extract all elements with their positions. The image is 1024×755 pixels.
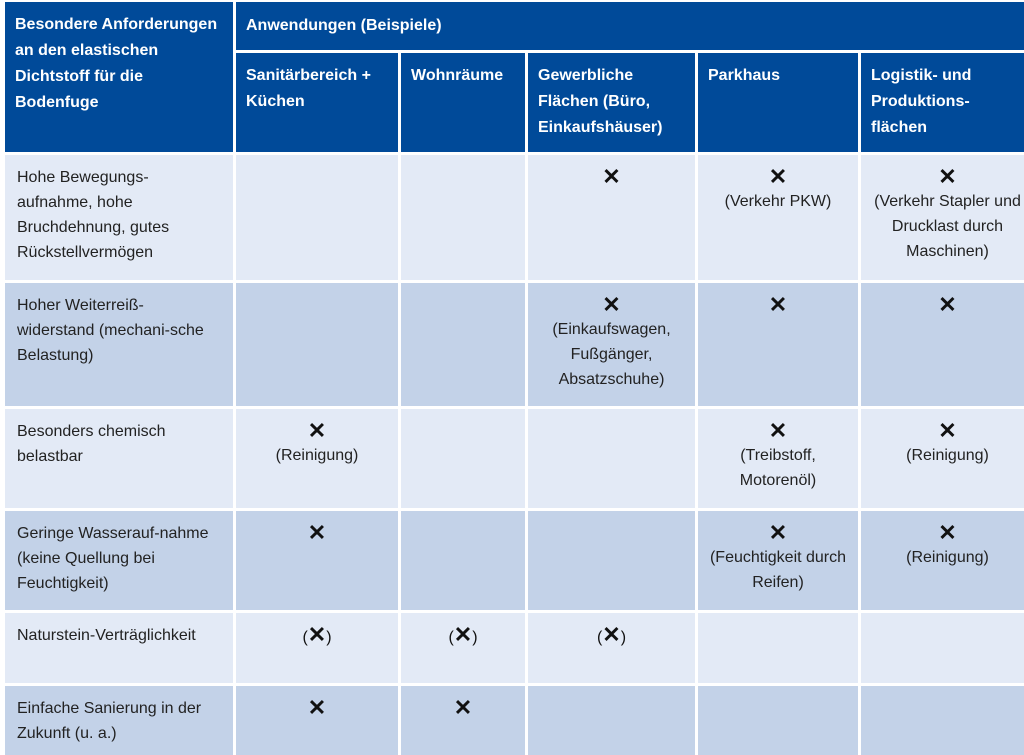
table-cell (236, 511, 398, 610)
cross-icon: ✕ (602, 164, 621, 189)
row-label: Naturstein-Verträglichkeit (5, 613, 233, 683)
table-cell (528, 686, 695, 755)
table-cell (236, 686, 398, 755)
header-col-sanitary: Sanitärbereich + Küchen (236, 53, 398, 152)
cross-icon: ✕ (938, 164, 957, 189)
header-col-parking: Parkhaus (698, 53, 858, 152)
table-cell: ✕ (Verkehr PKW) (698, 155, 858, 280)
row-label: Besonders chemisch belastbar (5, 409, 233, 508)
cross-icon: ✕ (307, 520, 327, 545)
header-col-logistics: Logistik- und Produktions-flächen (861, 53, 1024, 152)
header-requirements-label: Besondere Anforderungen an den elastischen Dichtstoff für die Bodenfuge (15, 16, 218, 111)
table-cell (861, 283, 1024, 406)
table-cell: ✕ (Verkehr Stapler und Drucklast durch Maschinen) (861, 155, 1024, 280)
cross-icon: ✕ (307, 418, 327, 443)
table-cell: ✕ (Einkaufswagen, Fußgänger, Absatzschuhe) (528, 283, 695, 406)
table-cell: ✕ (Reinigung) (861, 511, 1024, 610)
table-cell: ✕ (Reinigung) (861, 409, 1024, 508)
header-applications-label: Anwendungen (Beispiele) (246, 17, 442, 34)
table-cell (401, 409, 525, 508)
cross-optional-icon: (✕) (448, 622, 478, 647)
table-cell (401, 686, 525, 755)
cross-icon: ✕ (768, 520, 788, 545)
header-col-living: Wohnräume (401, 53, 525, 152)
table-cell (401, 283, 525, 406)
cross-optional-icon: (✕) (596, 622, 627, 647)
table-cell (698, 283, 858, 406)
cross-icon: ✕ (938, 292, 957, 317)
table-cell: ✕ (Reinigung) (236, 409, 398, 508)
header-col-commercial: Gewerbliche Flächen (Büro, Einkaufshäuser) (528, 53, 695, 152)
cross-icon: ✕ (602, 292, 621, 317)
cross-icon: ✕ (938, 418, 957, 443)
row-label: Geringe Wasserauf-nahme (keine Quellung bei Feuchtigkeit) (5, 511, 233, 610)
cross-icon: ✕ (453, 695, 473, 720)
cross-icon: ✕ (768, 164, 788, 189)
table-cell (236, 155, 398, 280)
table-cell: ✕ (Treibstoff, Motorenöl) (698, 409, 858, 508)
table-cell (528, 409, 695, 508)
header-requirements (5, 2, 233, 152)
row-label: Einfache Sanierung in der Zukunft (u. a.) (5, 686, 233, 755)
cross-icon: ✕ (768, 292, 788, 317)
table-cell (401, 511, 525, 610)
table-cell (401, 613, 525, 683)
table-cell (528, 511, 695, 610)
table-cell (528, 613, 695, 683)
table-cell (861, 613, 1024, 683)
table-cell (698, 686, 858, 755)
row-label: Hohe Bewegungs-aufnahme, hohe Bruchdehnung, gutes Rückstellvermögen (5, 155, 233, 280)
cross-icon: ✕ (768, 418, 788, 443)
cross-icon: ✕ (938, 520, 957, 545)
table-cell (236, 283, 398, 406)
cross-optional-icon: (✕) (302, 622, 332, 647)
table-cell (698, 613, 858, 683)
table-cell (236, 613, 398, 683)
header-applications (236, 2, 1024, 50)
table-cell: ✕ (Feuchtigkeit durch Reifen) (698, 511, 858, 610)
table-cell (528, 155, 695, 280)
requirements-table (5, 2, 1019, 746)
table-cell (401, 155, 525, 280)
row-label: Hoher Weiterreiß-widerstand (mechani-sche Belastung) (5, 283, 233, 406)
table-cell (861, 686, 1024, 755)
cross-icon: ✕ (307, 695, 327, 720)
